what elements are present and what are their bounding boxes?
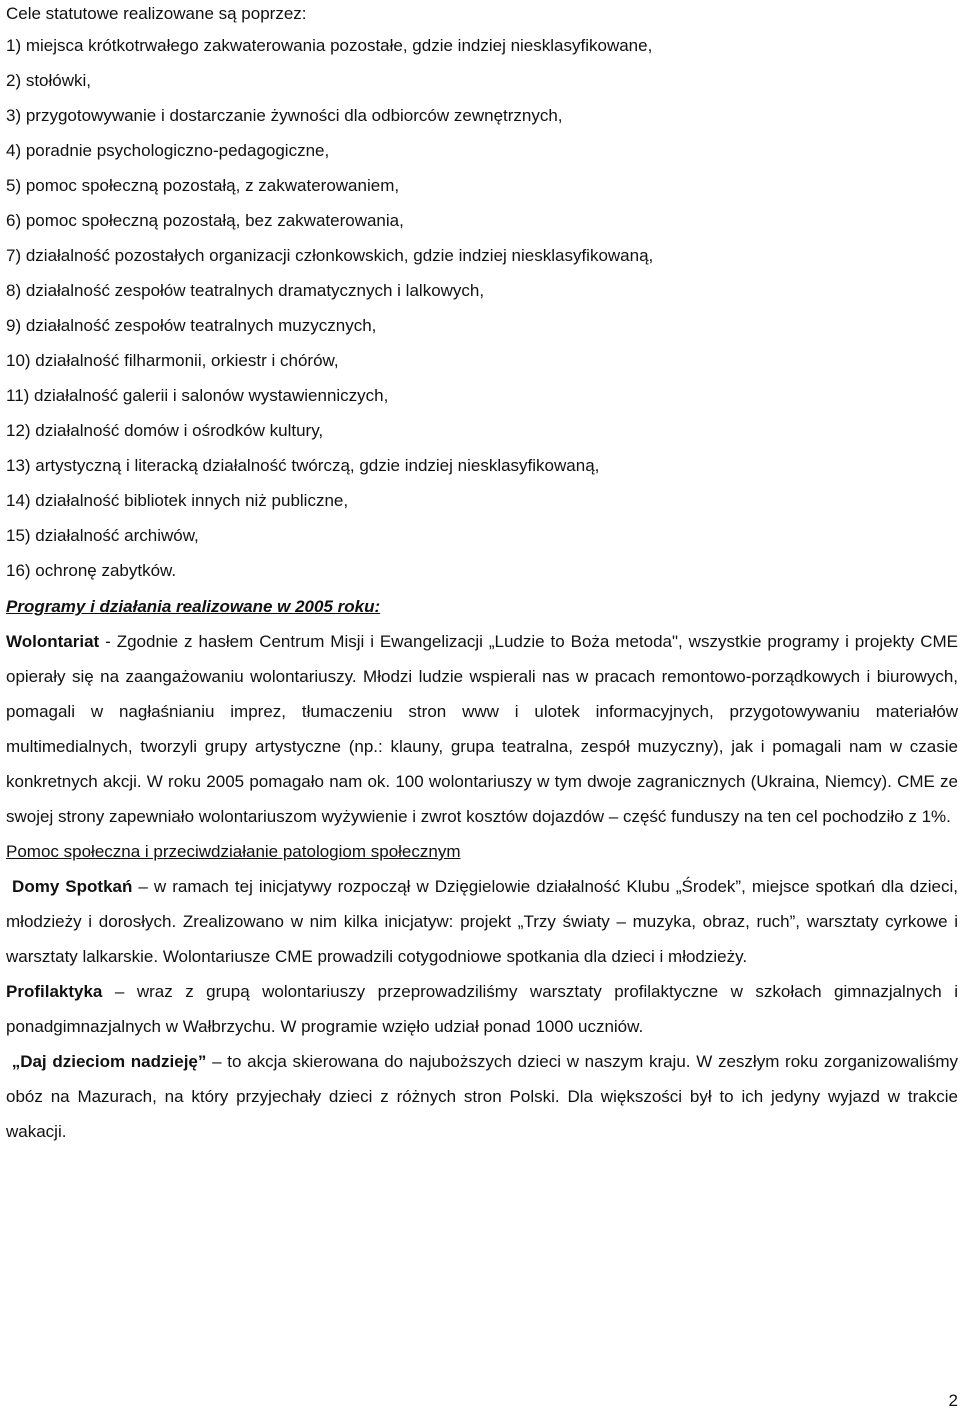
list-item: 15) działalność archiwów, [6,526,199,545]
document-page [6,0,960,1149]
list-item: 9) działalność zespołów teatralnych muzycznych, [6,316,377,335]
meeting-house-paragraph [6,869,958,974]
list-item: 10) działalność filharmonii, orkiestr i chórów, [6,351,339,370]
hope-title: „Daj dzieciom nadzieję” [11,1052,207,1071]
statutory-intro: Cele statutowe realizowane są poprzez: [6,4,307,23]
list-item: 12) działalność domów i ośrodków kultury, [6,421,324,440]
list-item: 1) miejsca krótkotrwałego zakwaterowania pozostałe, gdzie indziej niesklasyfikowane, [6,36,653,55]
statutory-list [6,28,960,588]
meeting-house-title: Domy Spotkań [12,877,133,896]
prevention-paragraph [6,974,958,1044]
list-item: 6) pomoc społeczną pozostałą, bez zakwaterowania, [6,211,404,230]
volunteering-paragraph [6,624,958,834]
list-item: 8) działalność zespołów teatralnych dramatycznych i lalkowych, [6,281,485,300]
hope-paragraph [6,1044,958,1149]
volunteering-text: - Zgodnie z hasłem Centrum Misji i Ewangelizacji „Ludzie to Boża metoda", wszystkie programy i projekty CME opierały się na zaangażowaniu wolontariuszy. Młodzi ludzie wspierali nas w pracach remontowo-porządkowych i biurowych, pomagali w nagłaśnianiu imprez, tłumaczeniu stron www i ulotek informacyjnych, przygotowywaniu materiałów multimedialnych, tworzyli grupy artystyczne (np.: klauny, grupa teatralna, zespół muzyczny), jak i pomagali nam w czasie konkretnych akcji. W roku 2005 pomagało nam ok. 100 wolontariuszy w tym dwoje zagranicznych (Ukraina, Niemcy). CME ze swojej strony zapewniało wolontariuszom wyżywienie i zwrot kosztów dojazdów – część funduszy na ten cel pochodziło z 1%. [6,632,958,826]
prevention-title: Profilaktyka [6,982,103,1001]
volunteering-title: Wolontariat [6,632,100,651]
programs-heading: Programy i działania realizowane w 2005 roku: [6,597,381,616]
list-item: 5) pomoc społeczną pozostałą, z zakwaterowaniem, [6,176,400,195]
social-section-title: Pomoc społeczna i przeciwdziałanie patologiom społecznym [6,842,461,861]
meeting-house-text: – w ramach tej inicjatywy rozpoczął w Dzięgielowie działalność Klubu „Środek”, miejsce spotkań dla dzieci, młodzieży i dorosłych. Zrealizowano w nim kilka inicjatyw: projekt „Trzy światy – muzyka, obraz, ruch”, warsztaty cyrkowe i warsztaty lalkarskie. Wolontariusze CME prowadzili cotygodniowe spotkania dla dzieci i młodzieży. [6,877,958,966]
page-number: 2 [948,1391,958,1410]
list-item: 2) stołówki, [6,71,92,90]
list-item: 14) działalność bibliotek innych niż publiczne, [6,491,349,510]
hope-text: – to akcja skierowana do najuboższych dzieci w naszym kraju. W zeszłym roku zorganizowaliśmy obóz na Mazurach, na który przyjechały dzieci z różnych stron Polski. Dla większości był to ich jedyny wyjazd w trakcie wakacji. [6,1052,958,1141]
list-item: 3) przygotowywanie i dostarczanie żywności dla odbiorców zewnętrznych, [6,106,563,125]
list-item: 13) artystyczną i literacką działalność twórczą, gdzie indziej niesklasyfikowaną, [6,456,600,475]
list-item: 4) poradnie psychologiczno-pedagogiczne, [6,141,330,160]
prevention-text: – wraz z grupą wolontariuszy przeprowadziliśmy warsztaty profilaktyczne w szkołach gimnazjalnych i ponadgimnazjalnych w Wałbrzychu. W programie wzięło udział ponad 1000 uczniów. [6,982,958,1036]
list-item: 7) działalność pozostałych organizacji członkowskich, gdzie indziej niesklasyfikowaną, [6,246,654,265]
list-item: 16) ochronę zabytków. [6,561,177,580]
list-item: 11) działalność galerii i salonów wystawienniczych, [6,386,389,405]
